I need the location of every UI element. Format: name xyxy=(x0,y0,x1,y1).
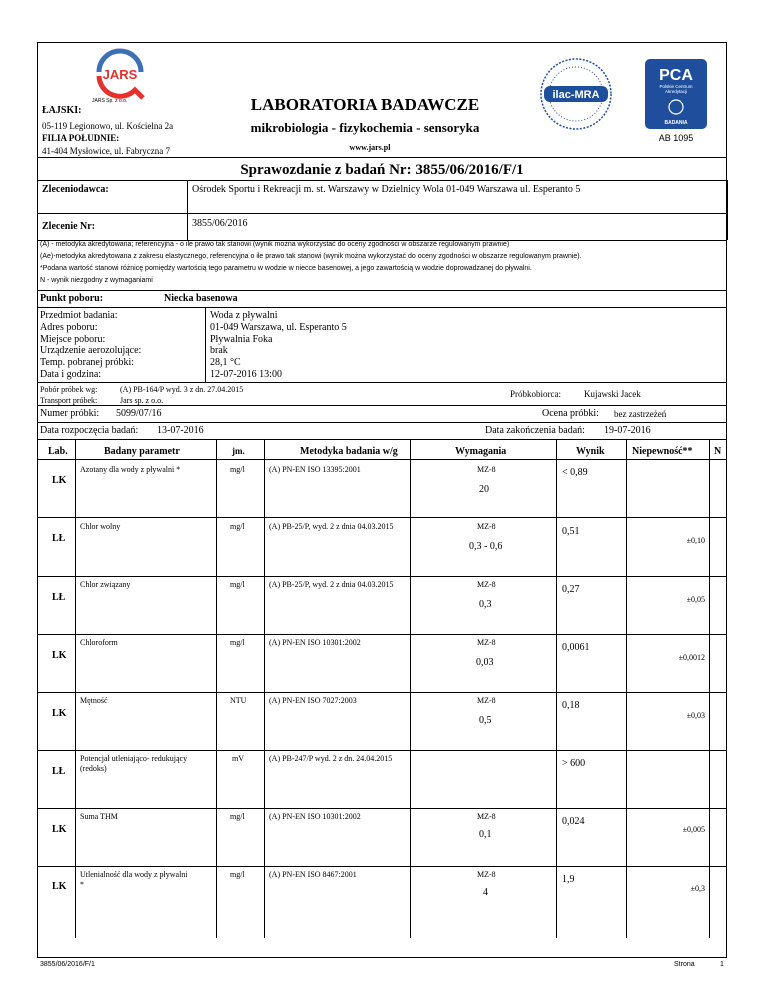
table-row-2-method: (A) PB-25/P, wyd. 2 z dnia 04.03.2015 xyxy=(269,580,394,589)
table-row-4-lab: LK xyxy=(52,708,67,719)
table-row-6-uncertainty: ±0,005 xyxy=(682,825,705,834)
footer-page-number: 1 xyxy=(720,961,724,968)
table-row-6-unit: mg/l xyxy=(230,812,245,821)
table-row-7-mz: MZ-8 xyxy=(477,870,496,879)
table-row-3-uncertainty: ±0,0012 xyxy=(678,653,705,662)
col-header-method: Metodyka badania w/g xyxy=(300,446,398,457)
table-row-5-unit: mV xyxy=(232,754,244,763)
table-row-4-unit: NTU xyxy=(230,696,247,705)
table-row-0-result: < 0,89 xyxy=(562,467,588,478)
table-row-1-method: (A) PB-25/P, wyd. 2 z dnia 04.03.2015 xyxy=(269,522,394,531)
col-header-lab: Lab. xyxy=(48,446,68,457)
table-row-1-unit: mg/l xyxy=(230,522,245,531)
order-value: 3855/06/2016 xyxy=(192,218,248,229)
client-label: Zleceniodawca: xyxy=(42,184,109,195)
jars-logo-subtitle: JARS Sp. z o.o. xyxy=(92,98,128,104)
table-row-0-requirement: 20 xyxy=(479,484,489,495)
table-row-7-parameter: Utlenialność dla wody z pływalni xyxy=(80,870,188,879)
sampling-method-label: Pobór próbek wg: xyxy=(40,385,98,394)
table-row-1-requirement: 0,3 - 0,6 xyxy=(469,541,503,552)
transport-value: Jars sp. z o.o. xyxy=(120,396,164,405)
note-noncompliant: N - wynik niezgodny z wymaganiami xyxy=(40,277,153,284)
sampling-method-value: (A) PB-164/P wyd. 3 z dn. 27.04.2015 xyxy=(120,385,244,394)
table-row-2-parameter: Chlor związany xyxy=(80,580,131,589)
table-row-1-lab: LŁ xyxy=(52,533,66,544)
table-row-1-result: 0,51 xyxy=(562,526,580,537)
table-row-2-uncertainty: ±0,05 xyxy=(686,595,705,604)
table-row-4-method: (A) PN-EN ISO 7027:2003 xyxy=(269,696,357,705)
table-row-5-parameter-line2: (redoks) xyxy=(80,764,107,773)
table-row-3-result: 0,0061 xyxy=(562,642,590,653)
assessment-label: Ocena próbki: xyxy=(542,408,599,419)
sample-details-labels: Przedmiot badania: Adres poboru: Miejsce poboru: Urządzenie aerozolujące: Temp. pobranej próbki: Data i godzina: xyxy=(40,310,142,380)
table-row-2-result: 0,27 xyxy=(562,584,580,595)
order-label: Zlecenie Nr: xyxy=(42,221,96,232)
table-row-0-lab: LK xyxy=(52,475,67,486)
table-row-4-mz: MZ-8 xyxy=(477,696,496,705)
ilac-mra-logo xyxy=(536,56,616,132)
table-row-0-mz: MZ-8 xyxy=(477,465,496,474)
svg-text:AB 1095: AB 1095 xyxy=(658,133,694,143)
jars-logo xyxy=(85,46,155,106)
lab-subtitle: mikrobiologia - fizykochemia - sensoryka xyxy=(250,120,480,135)
table-row-4-result: 0,18 xyxy=(562,700,580,711)
sampler-value: Kujawski Jacek xyxy=(584,389,641,399)
website[interactable]: www.jars.pl xyxy=(349,143,391,152)
table-row-4-uncertainty: ±0,03 xyxy=(686,711,705,720)
lab-title: LABORATORIA BADAWCZE xyxy=(250,95,480,114)
table-row-7-parameter-line2: * xyxy=(80,880,84,889)
col-header-parameter: Badany parametr xyxy=(104,446,180,457)
table-row-1-parameter: Chlor wolny xyxy=(80,522,121,531)
table-row-7-requirement: 4 xyxy=(483,887,488,898)
col-header-noncompliance: N xyxy=(714,446,722,457)
col-header-result: Wynik xyxy=(576,446,605,457)
table-row-6-parameter: Suma THM xyxy=(80,812,118,821)
table-row-4-parameter: Mętność xyxy=(80,696,108,705)
table-row-3-lab: LK xyxy=(52,650,67,661)
sample-number-label: Numer próbki: xyxy=(40,408,100,419)
client-value: Ośrodek Sportu i Rekreacji m. st. Warszawy w Dzielnicy Wola 01-049 Warszawa ul. Esperanto 5 xyxy=(192,184,581,195)
table-row-2-unit: mg/l xyxy=(230,580,245,589)
table-row-7-result: 1,9 xyxy=(562,874,575,885)
end-date-label: Data zakończenia badań: xyxy=(485,425,585,436)
table-row-2-requirement: 0,3 xyxy=(479,599,492,610)
address-main: 05-119 Legionowo, ul. Kościelna 2a xyxy=(42,121,174,131)
sample-number-value: 5099/07/16 xyxy=(116,408,162,419)
sampling-point-label: Punkt poboru: xyxy=(40,293,104,304)
table-row-3-parameter: Chloroform xyxy=(80,638,118,647)
table-row-3-unit: mg/l xyxy=(230,638,245,647)
table-row-7-method: (A) PN-EN ISO 8467:2001 xyxy=(269,870,357,879)
table-row-3-requirement: 0,03 xyxy=(476,657,494,668)
start-date-value: 13-07-2016 xyxy=(157,425,204,436)
footer-page-label: Strona xyxy=(674,961,695,968)
svg-text:Akredytacji: Akredytacji xyxy=(664,89,688,94)
table-row-0-method: (A) PN-EN ISO 13395:2001 xyxy=(269,465,361,474)
table-row-3-mz: MZ-8 xyxy=(477,638,496,647)
table-row-6-method: (A) PN-EN ISO 10301:2002 xyxy=(269,812,361,821)
sampler-label: Próbkobiorca: xyxy=(510,389,561,399)
table-row-7-unit: mg/l xyxy=(230,870,245,879)
table-row-1-uncertainty: ±0,10 xyxy=(686,536,705,545)
table-row-0-parameter: Azotany dla wody z pływalni * xyxy=(80,465,181,474)
table-row-6-mz: MZ-8 xyxy=(477,812,496,821)
col-header-uncertainty: Niepewność** xyxy=(632,446,693,457)
note-accredited: (A) - metodyka akredytowana; referencyjna - o ile prawo tak stanowi (wynik można wykorzystać do oceny zgodności w obszarze regulowanym prawnie) xyxy=(40,241,510,248)
table-row-1-mz: MZ-8 xyxy=(477,522,496,531)
svg-text:Polskie Centrum: Polskie Centrum xyxy=(659,84,693,89)
svg-text:BADANIA: BADANIA xyxy=(664,120,688,126)
sampling-point-value: Niecka basenowa xyxy=(164,293,238,304)
table-row-6-lab: LK xyxy=(52,824,67,835)
table-row-7-uncertainty: ±0,3 xyxy=(690,884,705,893)
table-row-5-result: > 600 xyxy=(562,758,586,769)
end-date-value: 19-07-2016 xyxy=(604,425,651,436)
table-row-6-requirement: 0,1 xyxy=(479,829,492,840)
table-row-5-parameter: Potencjał utleniająco- redukujący xyxy=(80,754,188,763)
table-row-0-unit: mg/l xyxy=(230,465,245,474)
table-row-4-requirement: 0,5 xyxy=(479,715,492,726)
location-label: ŁAJSKI: xyxy=(42,105,82,116)
footer-doc-id: 3855/06/2016/F/1 xyxy=(40,961,95,968)
svg-text:JARS: JARS xyxy=(102,67,138,82)
table-row-2-lab: LŁ xyxy=(52,592,66,603)
address-branch: 41-404 Mysłowice, ul. Fabryczna 7 xyxy=(42,146,170,156)
svg-text:ilac-MRA: ilac-MRA xyxy=(552,89,600,101)
col-header-unit: jm. xyxy=(232,446,245,456)
note-difference: *Podana wartość stanowi różnicę pomiędzy wartością tego parametru w wodzie w niecce basenowej, a jego zawartością w wodzie doprowadzanej do pływalni. xyxy=(40,265,532,272)
svg-text:PCA: PCA xyxy=(659,67,693,84)
start-date-label: Data rozpoczęcia badań: xyxy=(40,425,139,436)
table-row-3-method: (A) PN-EN ISO 10301:2002 xyxy=(269,638,361,647)
table-row-7-lab: LK xyxy=(52,881,67,892)
col-header-requirements: Wymagania xyxy=(455,446,507,457)
report-title: Sprawozdanie z badań Nr: 3855/06/2016/F/1 xyxy=(240,162,524,178)
table-row-5-method: (A) PB-247/P wyd. 2 z dn. 24.04.2015 xyxy=(269,754,393,763)
transport-label: Transport próbek: xyxy=(40,396,98,405)
table-row-2-mz: MZ-8 xyxy=(477,580,496,589)
note-flexible: (Ae)-metodyka akredytowana z zakresu elastycznego, referencyjna o ile prawo tak stanowi (wynik można wykorzystać do oceny zgodności w obszarze regulowanym prawnie). xyxy=(40,253,582,260)
sample-details-values: Woda z pływalni 01-049 Warszawa, ul. Esperanto 5 Pływalnia Foka brak 28,1 °C 12-07-2016 13:00 xyxy=(210,310,347,380)
branch-label: FILIA POŁUDNIE: xyxy=(42,133,120,143)
pca-logo xyxy=(644,58,708,146)
table-row-5-lab: LŁ xyxy=(52,766,66,777)
table-row-6-result: 0,024 xyxy=(562,816,585,827)
assessment-value: bez zastrzeżeń xyxy=(614,409,667,419)
